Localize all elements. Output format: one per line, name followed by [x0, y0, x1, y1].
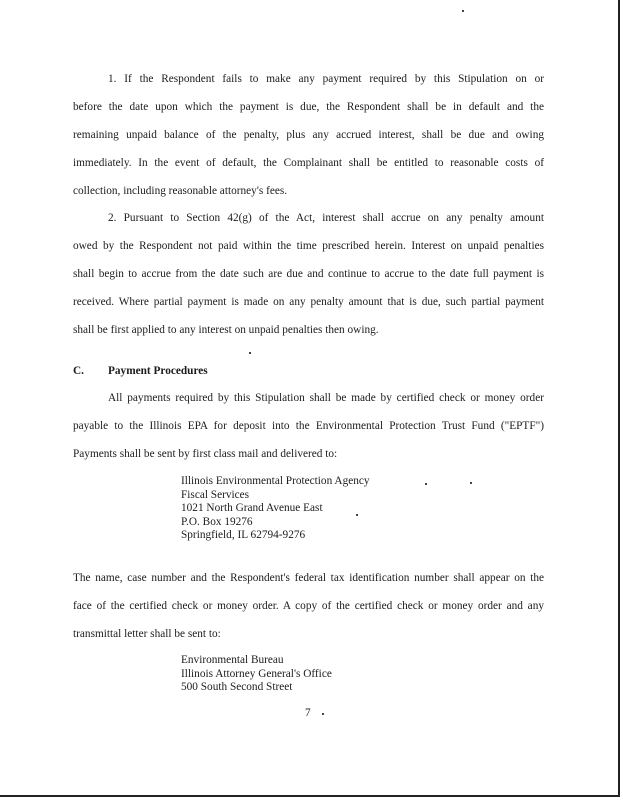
address-line: 1021 North Grand Avenue East [181, 502, 323, 514]
address-line: 500 South Second Street [181, 681, 293, 693]
text-line: owed by the Respondent not paid within the time prescribed herein. Interest on unpaid penalties [73, 240, 544, 252]
page-number: 7 [305, 707, 311, 719]
text-line: The name, case number and the Respondent's federal tax identification number shall appear on the [73, 572, 544, 584]
text-line: collection, including reasonable attorney's fees. [73, 185, 288, 197]
text-line: remaining unpaid balance of the penalty, plus any accrued interest, shall be due and owing [73, 129, 544, 141]
text-line: Payments shall be sent by first class mail and delivered to: [73, 448, 338, 460]
text-line: shall begin to accrue from the date such are due and continue to accrue to the date full payment is [73, 268, 544, 280]
text-line: payable to the Illinois EPA for deposit into the Environmental Protection Trust Fund ("EPTF") [73, 420, 544, 432]
scan-speck [470, 482, 472, 484]
address-line: P.O. Box 19276 [181, 515, 253, 528]
scan-speck [249, 352, 251, 354]
address-line: Environmental Bureau [181, 654, 284, 666]
scan-speck [462, 10, 464, 12]
address-block-epa [181, 475, 370, 543]
address-line: Illinois Environmental Protection Agency [181, 475, 370, 487]
text-line: before the date upon which the payment is due, the Respondent shall be in default and the [73, 101, 544, 113]
address-line: Illinois Attorney General's Office [181, 667, 332, 680]
address-line: Springfield, IL 62794-9276 [181, 529, 306, 541]
text-line: shall be first applied to any interest on unpaid penalties then owing. [73, 324, 379, 336]
text-line: received. Where partial payment is made on any penalty amount that is due, such partial payment [73, 296, 544, 308]
text-line: face of the certified check or money order. A copy of the certified check or money order and any [73, 600, 544, 612]
scan-speck [322, 713, 324, 715]
address-block-ag [181, 654, 332, 695]
address-line: Fiscal Services [181, 488, 250, 501]
text-line: transmittal letter shall be sent to: [73, 628, 221, 640]
text-line: All payments required by this Stipulation shall be made by certified check or money order [108, 392, 544, 404]
section-letter: C. [73, 365, 84, 377]
section-title: Payment Procedures [108, 365, 208, 377]
text-line: 2. Pursuant to Section 42(g) of the Act, interest shall accrue on any penalty amount [108, 212, 544, 224]
text-line: immediately. In the event of default, the Complainant shall be entitled to reasonable costs of [73, 157, 544, 169]
scan-speck [425, 483, 427, 485]
text-line: 1. If the Respondent fails to make any payment required by this Stipulation on or [108, 73, 544, 85]
section-heading [73, 364, 208, 378]
